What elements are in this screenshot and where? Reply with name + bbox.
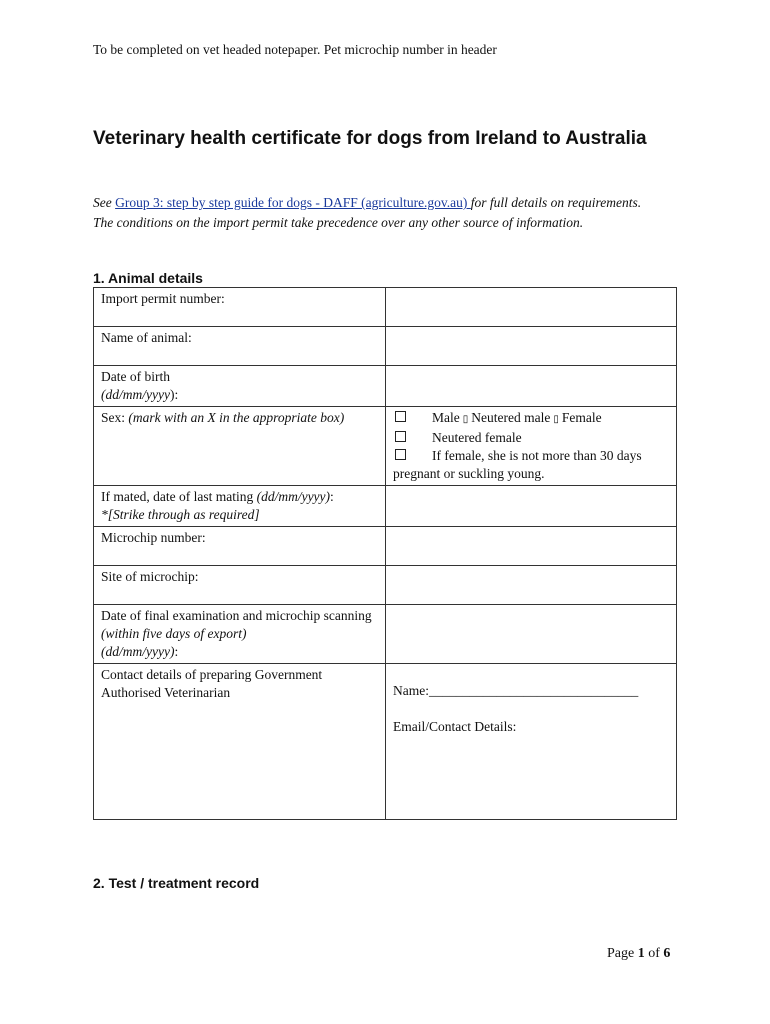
neutered-male-label: Neutered male [471, 410, 551, 425]
mated-label-cell [94, 486, 386, 527]
import-permit-label: Import permit number: [94, 288, 386, 327]
table-row [94, 486, 677, 527]
mated-strike-note: *[Strike through as required] [101, 507, 260, 522]
table-row [94, 288, 677, 327]
table-row [94, 327, 677, 366]
sex-option-line-1 [393, 409, 669, 429]
section-2-heading: 2. Test / treatment record [93, 875, 260, 891]
dob-field[interactable] [386, 366, 677, 407]
contact-name-line: Name:_______________________________ [393, 683, 639, 698]
intro-after-link: for full details on requirements. [470, 195, 642, 210]
page-current: 1 [637, 946, 645, 961]
dob-label-cell [94, 366, 386, 407]
page-of: of [644, 946, 664, 961]
import-permit-field[interactable] [386, 288, 677, 327]
animal-details-table [93, 287, 677, 820]
page-total: 6 [663, 946, 671, 961]
intro-conditions: The conditions on the import permit take precedence over any other source of information. [93, 215, 584, 230]
page-number [607, 946, 670, 962]
checkbox-pregnant-note[interactable] [395, 449, 406, 460]
animal-name-label: Name of animal: [94, 327, 386, 366]
female-label: Female [561, 410, 602, 425]
final-exam-label: Date of final examination and microchip scanning [101, 608, 372, 623]
microchip-number-field[interactable] [386, 527, 677, 566]
contact-field-cell[interactable] [386, 664, 677, 820]
checkbox-neutered-male[interactable]: ▯ [462, 414, 469, 425]
contact-email-line: Email/Contact Details: [393, 719, 517, 734]
guide-link[interactable]: Group 3: step by step guide for dogs - DAFF (agriculture.gov.au) [115, 195, 471, 210]
table-row [94, 605, 677, 664]
checkbox-neutered-female[interactable] [395, 431, 406, 442]
neutered-female-label: Neutered female [432, 430, 522, 445]
final-exam-format: (dd/mm/yyyy) [101, 644, 175, 659]
table-row [94, 407, 677, 486]
sex-label: Sex: [101, 410, 129, 425]
microchip-number-label: Microchip number: [94, 527, 386, 566]
final-exam-field[interactable] [386, 605, 677, 664]
document-title: Veterinary health certificate for dogs from Ireland to Australia [93, 128, 647, 149]
sex-label-cell [94, 407, 386, 486]
male-label: Male [432, 410, 460, 425]
mated-format: (dd/mm/yyyy) [256, 489, 331, 504]
final-exam-suffix: : [174, 644, 179, 659]
contact-label: Contact details of preparing Government Authorised Veterinarian [94, 664, 386, 820]
page-word: Page [607, 946, 638, 961]
mated-label: If mated, date of last mating [101, 489, 257, 504]
sex-option-line-2 [393, 429, 669, 447]
microchip-site-field[interactable] [386, 566, 677, 605]
animal-name-field[interactable] [386, 327, 677, 366]
checkbox-male[interactable] [395, 411, 406, 422]
table-row [94, 664, 677, 820]
table-row [94, 566, 677, 605]
final-exam-label-cell [94, 605, 386, 664]
intro-block [93, 194, 673, 232]
checkbox-female[interactable]: ▯ [553, 414, 559, 425]
section-1-heading: 1. Animal details [93, 270, 203, 286]
sex-hint: (mark with an X in the appropriate box) [128, 410, 345, 425]
intro-see: See [93, 195, 116, 210]
mated-suffix: : [330, 489, 334, 504]
dob-label: Date of birth [101, 369, 170, 384]
table-row [94, 366, 677, 407]
dob-format: (dd/mm/yyyy [101, 387, 170, 402]
header-note: To be completed on vet headed notepaper. Pet microchip number in header [93, 42, 497, 57]
microchip-site-label: Site of microchip: [94, 566, 386, 605]
intro-see-line [93, 194, 673, 212]
final-exam-hint: (within five days of export) [101, 626, 247, 641]
mated-field[interactable] [386, 486, 677, 527]
sex-option-line-3 [393, 447, 669, 483]
table-row [94, 527, 677, 566]
pregnant-note: If female, she is not more than 30 days pregnant or suckling young. [393, 448, 642, 481]
dob-suffix: ): [169, 387, 179, 402]
sex-options-cell [386, 407, 677, 486]
